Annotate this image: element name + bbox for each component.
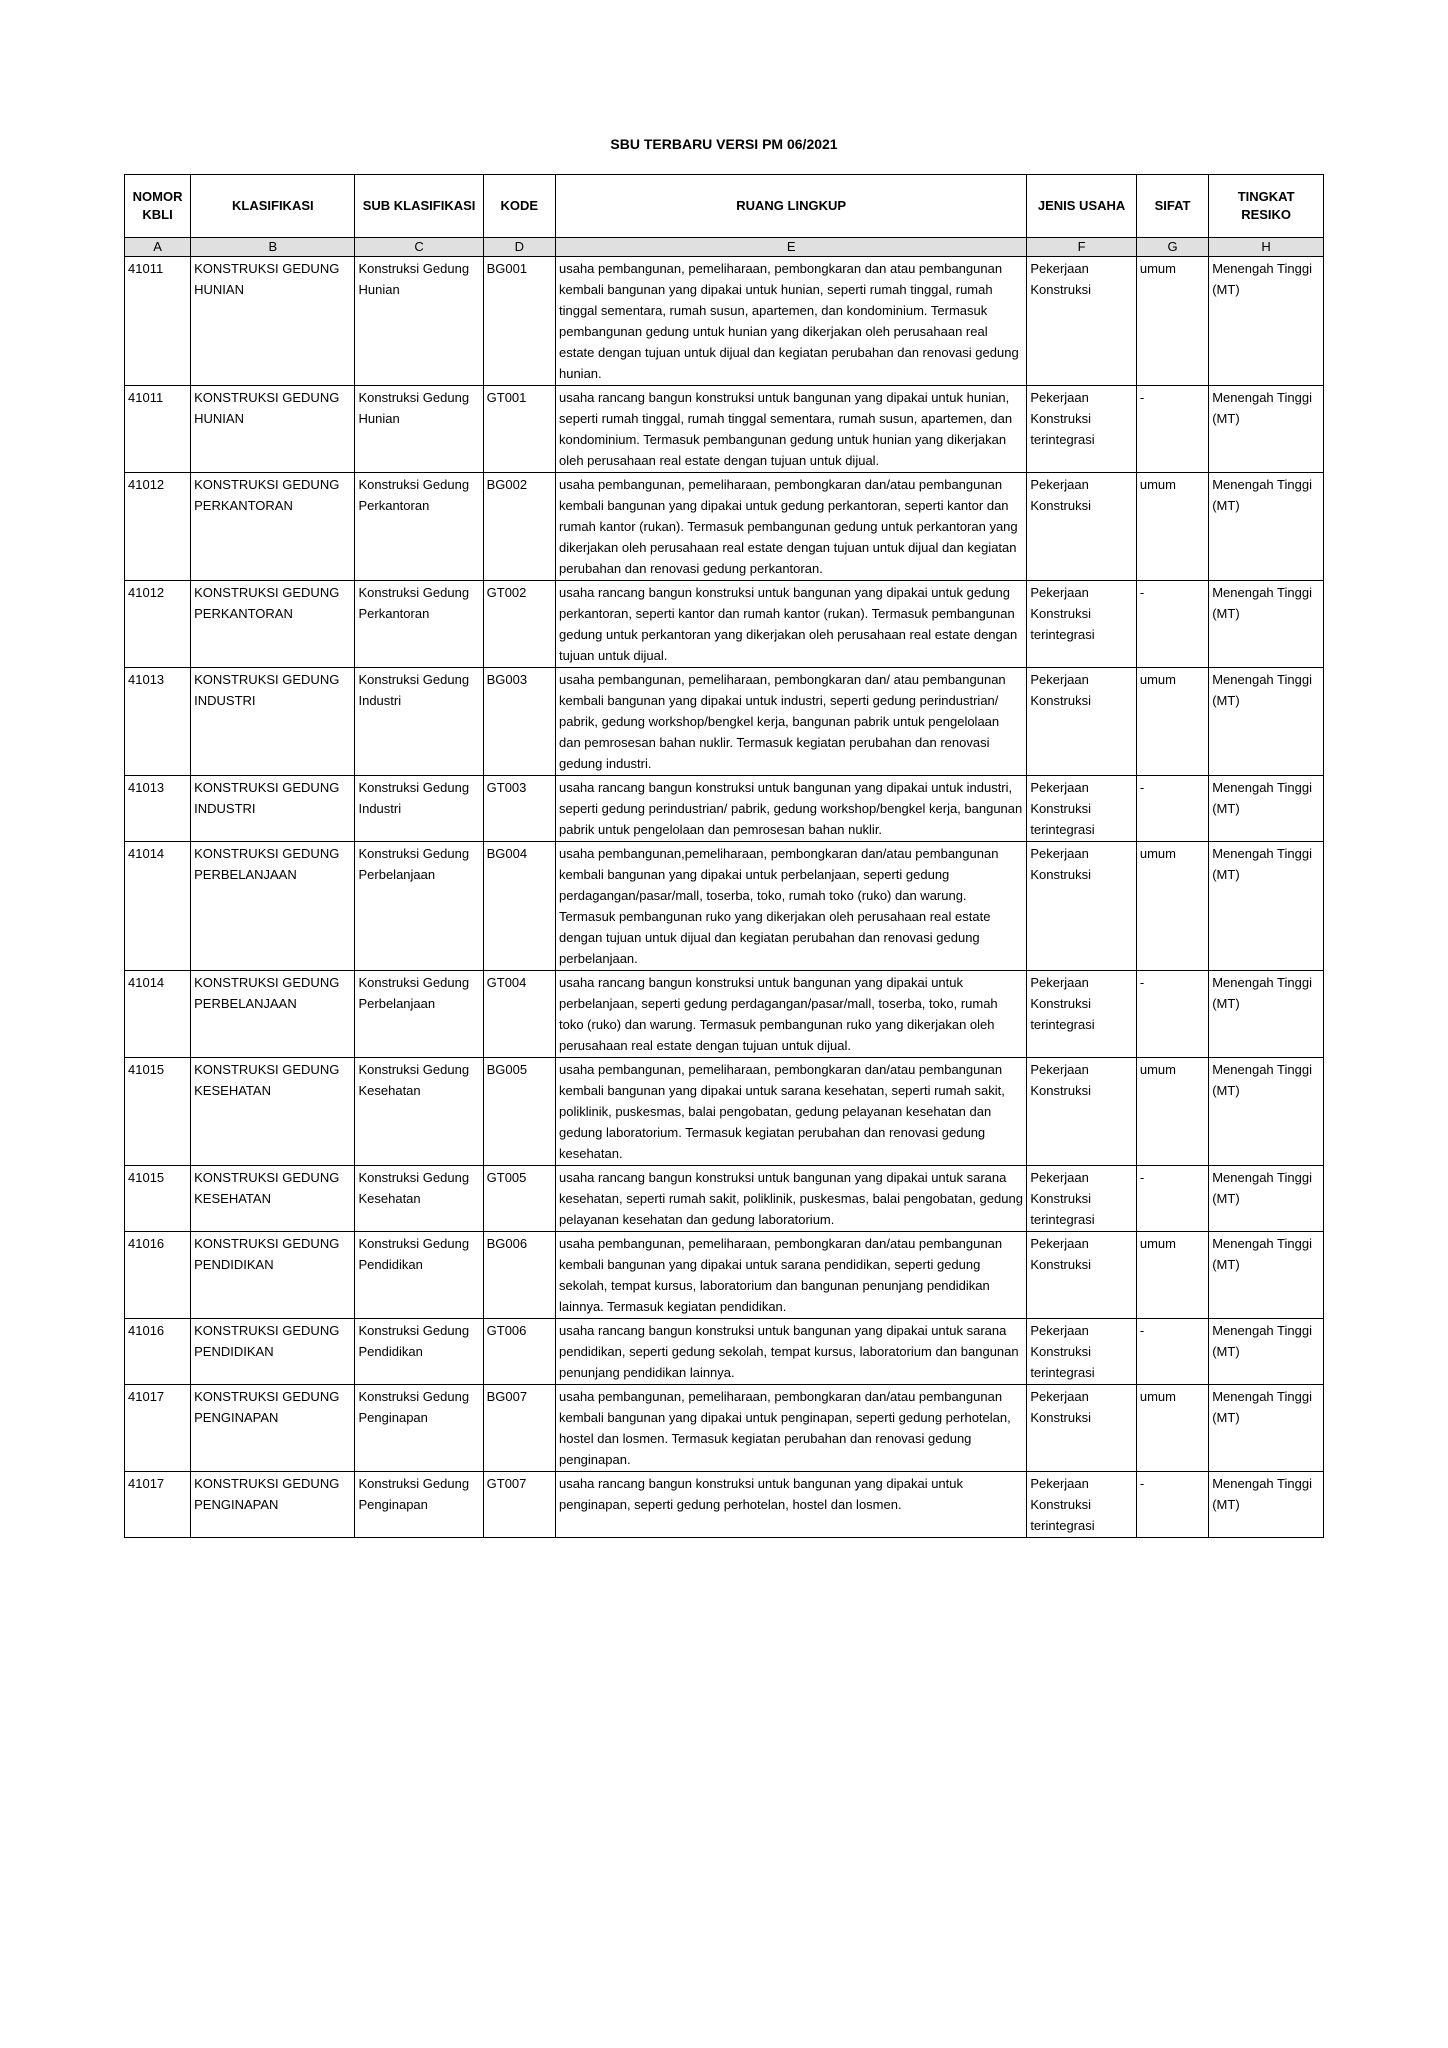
cell-ruang-lingkup: usaha pembangunan, pemeliharaan, pembongkaran dan/atau pembangunan kembali bangunan yang dipakai untuk gedung perkantoran, seperti kantor dan rumah kantor (rukan). Termasuk pembangunan gedung untuk perkantoran yang dikerjakan oleh perusahaan real estate dengan tujuan untuk dijual dan kegiatan perubahan dan renovasi gedung perkantoran. xyxy=(555,473,1026,581)
cell-ruang-lingkup: usaha pembangunan, pemeliharaan, pembongkaran dan/atau pembangunan kembali bangunan yang dipakai untuk sarana pendidikan, seperti gedung sekolah, tempat kursus, laboratorium dan bangunan penunjang pendidikan lainnya. Termasuk kegiatan pendidikan. xyxy=(555,1232,1026,1319)
table-row xyxy=(125,257,1324,386)
table-row xyxy=(125,776,1324,842)
cell-sifat: umum xyxy=(1136,257,1208,386)
cell-ruang-lingkup: usaha pembangunan, pemeliharaan, pembongkaran dan/atau pembangunan kembali bangunan yang dipakai untuk sarana kesehatan, seperti rumah sakit, poliklinik, puskesmas, balai pengobatan, gedung pelayanan kesehatan dan gedung laboratorium. Termasuk kegiatan perubahan dan renovasi gedung kesehatan. xyxy=(555,1058,1026,1166)
cell-sifat: umum xyxy=(1136,1385,1208,1472)
cell-sifat: umum xyxy=(1136,1232,1208,1319)
table-row xyxy=(125,971,1324,1058)
cell-sub-klasifikasi: Konstruksi Gedung Kesehatan xyxy=(355,1058,483,1166)
cell-sub-klasifikasi: Konstruksi Gedung Hunian xyxy=(355,257,483,386)
column-letter: C xyxy=(355,238,483,257)
cell-nomor-kbli: 41012 xyxy=(125,581,191,668)
cell-jenis-usaha: Pekerjaan Konstruksi xyxy=(1027,257,1137,386)
cell-sifat: umum xyxy=(1136,668,1208,776)
cell-ruang-lingkup: usaha pembangunan, pemeliharaan, pembongkaran dan atau pembangunan kembali bangunan yang dipakai untuk hunian, seperti rumah tinggal, rumah tinggal sementara, rumah susun, apartemen, dan kondominium. Termasuk pembangunan gedung untuk hunian yang dikerjakan oleh perusahaan real estate dengan tujuan untuk dijual dan kegiatan perubahan dan renovasi gedung hunian. xyxy=(555,257,1026,386)
header-sifat: SIFAT xyxy=(1136,175,1208,238)
cell-sub-klasifikasi: Konstruksi Gedung Penginapan xyxy=(355,1385,483,1472)
header-ruang-lingkup: RUANG LINGKUP xyxy=(555,175,1026,238)
cell-ruang-lingkup: usaha rancang bangun konstruksi untuk bangunan yang dipakai untuk industri, seperti gedung perindustrian/ pabrik, gedung workshop/bengkel kerja, bangunan pabrik untuk pengelolaan dan pemrosesan bahan nuklir. xyxy=(555,776,1026,842)
header-tingkat-resiko: TINGKAT RESIKO xyxy=(1209,175,1324,238)
column-letter: E xyxy=(555,238,1026,257)
cell-tingkat-resiko: Menengah Tinggi (MT) xyxy=(1209,1166,1324,1232)
cell-sub-klasifikasi: Konstruksi Gedung Perkantoran xyxy=(355,581,483,668)
cell-klasifikasi: KONSTRUKSI GEDUNG PENGINAPAN xyxy=(191,1472,355,1538)
cell-nomor-kbli: 41017 xyxy=(125,1385,191,1472)
cell-kode: BG001 xyxy=(483,257,555,386)
table-row xyxy=(125,1232,1324,1319)
cell-jenis-usaha: Pekerjaan Konstruksi terintegrasi xyxy=(1027,1319,1137,1385)
cell-kode: BG003 xyxy=(483,668,555,776)
cell-nomor-kbli: 41012 xyxy=(125,473,191,581)
header-kode: KODE xyxy=(483,175,555,238)
cell-sub-klasifikasi: Konstruksi Gedung Perkantoran xyxy=(355,473,483,581)
cell-sifat: - xyxy=(1136,581,1208,668)
cell-jenis-usaha: Pekerjaan Konstruksi terintegrasi xyxy=(1027,1166,1137,1232)
cell-klasifikasi: KONSTRUKSI GEDUNG PERKANTORAN xyxy=(191,473,355,581)
cell-sub-klasifikasi: Konstruksi Gedung Industri xyxy=(355,668,483,776)
cell-jenis-usaha: Pekerjaan Konstruksi terintegrasi xyxy=(1027,1472,1137,1538)
cell-jenis-usaha: Pekerjaan Konstruksi terintegrasi xyxy=(1027,581,1137,668)
cell-jenis-usaha: Pekerjaan Konstruksi xyxy=(1027,1232,1137,1319)
cell-tingkat-resiko: Menengah Tinggi (MT) xyxy=(1209,473,1324,581)
cell-nomor-kbli: 41011 xyxy=(125,257,191,386)
cell-jenis-usaha: Pekerjaan Konstruksi xyxy=(1027,668,1137,776)
cell-kode: GT006 xyxy=(483,1319,555,1385)
table-row xyxy=(125,473,1324,581)
cell-sifat: - xyxy=(1136,971,1208,1058)
cell-tingkat-resiko: Menengah Tinggi (MT) xyxy=(1209,1319,1324,1385)
cell-klasifikasi: KONSTRUKSI GEDUNG PENDIDIKAN xyxy=(191,1232,355,1319)
header-jenis-usaha: JENIS USAHA xyxy=(1027,175,1137,238)
cell-jenis-usaha: Pekerjaan Konstruksi xyxy=(1027,842,1137,971)
cell-kode: GT003 xyxy=(483,776,555,842)
table-row xyxy=(125,386,1324,473)
cell-tingkat-resiko: Menengah Tinggi (MT) xyxy=(1209,668,1324,776)
cell-kode: GT002 xyxy=(483,581,555,668)
cell-jenis-usaha: Pekerjaan Konstruksi terintegrasi xyxy=(1027,971,1137,1058)
cell-kode: GT004 xyxy=(483,971,555,1058)
cell-sifat: - xyxy=(1136,1319,1208,1385)
page-title: SBU TERBARU VERSI PM 06/2021 xyxy=(610,136,838,152)
column-letter: B xyxy=(191,238,355,257)
cell-klasifikasi: KONSTRUKSI GEDUNG PERBELANJAAN xyxy=(191,971,355,1058)
cell-sub-klasifikasi: Konstruksi Gedung Pendidikan xyxy=(355,1319,483,1385)
cell-nomor-kbli: 41014 xyxy=(125,971,191,1058)
column-letter: A xyxy=(125,238,191,257)
cell-sifat: - xyxy=(1136,1166,1208,1232)
cell-kode: BG005 xyxy=(483,1058,555,1166)
cell-ruang-lingkup: usaha pembangunan, pemeliharaan, pembongkaran dan/atau pembangunan kembali bangunan yang dipakai untuk penginapan, seperti gedung perhotelan, hostel dan losmen. Termasuk kegiatan perubahan dan renovasi gedung penginapan. xyxy=(555,1385,1026,1472)
cell-ruang-lingkup: usaha rancang bangun konstruksi untuk bangunan yang dipakai untuk penginapan, seperti gedung perhotelan, hostel dan losmen. xyxy=(555,1472,1026,1538)
column-letter-row xyxy=(125,238,1324,257)
cell-sub-klasifikasi: Konstruksi Gedung Perbelanjaan xyxy=(355,971,483,1058)
cell-sub-klasifikasi: Konstruksi Gedung Perbelanjaan xyxy=(355,842,483,971)
cell-tingkat-resiko: Menengah Tinggi (MT) xyxy=(1209,971,1324,1058)
cell-klasifikasi: KONSTRUKSI GEDUNG INDUSTRI xyxy=(191,776,355,842)
cell-nomor-kbli: 41014 xyxy=(125,842,191,971)
cell-klasifikasi: KONSTRUKSI GEDUNG INDUSTRI xyxy=(191,668,355,776)
cell-jenis-usaha: Pekerjaan Konstruksi xyxy=(1027,1058,1137,1166)
cell-tingkat-resiko: Menengah Tinggi (MT) xyxy=(1209,842,1324,971)
cell-ruang-lingkup: usaha pembangunan,pemeliharaan, pembongkaran dan/atau pembangunan kembali bangunan yang dipakai untuk perbelanjaan, seperti gedung perdagangan/pasar/mall, toserba, toko, rumah toko (ruko) dan warung. Termasuk pembangunan ruko yang dikerjakan oleh perusahaan real estate dengan tujuan untuk dijual dan kegiatan perubahan dan renovasi gedung perbelanjaan. xyxy=(555,842,1026,971)
cell-ruang-lingkup: usaha pembangunan, pemeliharaan, pembongkaran dan/ atau pembangunan kembali bangunan yang dipakai untuk industri, seperti gedung perindustrian/ pabrik, gedung workshop/bengkel kerja, bangunan pabrik untuk pengelolaan dan pemrosesan bahan nuklir. Termasuk kegiatan perubahan dan renovasi gedung industri. xyxy=(555,668,1026,776)
cell-jenis-usaha: Pekerjaan Konstruksi xyxy=(1027,473,1137,581)
cell-nomor-kbli: 41013 xyxy=(125,668,191,776)
cell-sub-klasifikasi: Konstruksi Gedung Industri xyxy=(355,776,483,842)
cell-klasifikasi: KONSTRUKSI GEDUNG PENDIDIKAN xyxy=(191,1319,355,1385)
header-row xyxy=(125,175,1324,238)
cell-ruang-lingkup: usaha rancang bangun konstruksi untuk bangunan yang dipakai untuk perbelanjaan, seperti gedung perdagangan/pasar/mall, toserba, toko, rumah toko (ruko) dan warung. Termasuk pembangunan ruko yang dikerjakan oleh perusahaan real estate dengan tujuan untuk dijual. xyxy=(555,971,1026,1058)
table-row xyxy=(125,1472,1324,1538)
cell-sub-klasifikasi: Konstruksi Gedung Penginapan xyxy=(355,1472,483,1538)
cell-tingkat-resiko: Menengah Tinggi (MT) xyxy=(1209,386,1324,473)
cell-nomor-kbli: 41015 xyxy=(125,1166,191,1232)
cell-sifat: umum xyxy=(1136,842,1208,971)
table-row xyxy=(125,842,1324,971)
column-letter: D xyxy=(483,238,555,257)
cell-sifat: - xyxy=(1136,1472,1208,1538)
cell-tingkat-resiko: Menengah Tinggi (MT) xyxy=(1209,1472,1324,1538)
cell-klasifikasi: KONSTRUKSI GEDUNG KESEHATAN xyxy=(191,1058,355,1166)
cell-klasifikasi: KONSTRUKSI GEDUNG HUNIAN xyxy=(191,257,355,386)
cell-ruang-lingkup: usaha rancang bangun konstruksi untuk bangunan yang dipakai untuk gedung perkantoran, seperti kantor dan rumah kantor (rukan). Termasuk pembangunan gedung untuk perkantoran yang dikerjakan oleh perusahaan real estate dengan tujuan untuk dijual. xyxy=(555,581,1026,668)
cell-sub-klasifikasi: Konstruksi Gedung Pendidikan xyxy=(355,1232,483,1319)
cell-nomor-kbli: 41011 xyxy=(125,386,191,473)
column-letter: F xyxy=(1027,238,1137,257)
cell-klasifikasi: KONSTRUKSI GEDUNG HUNIAN xyxy=(191,386,355,473)
table-row xyxy=(125,1385,1324,1472)
cell-nomor-kbli: 41017 xyxy=(125,1472,191,1538)
cell-ruang-lingkup: usaha rancang bangun konstruksi untuk bangunan yang dipakai untuk sarana kesehatan, seperti rumah sakit, poliklinik, puskesmas, balai pengobatan, gedung pelayanan kesehatan dan gedung laboratorium. xyxy=(555,1166,1026,1232)
header-nomor-kbli: NOMOR KBLI xyxy=(125,175,191,238)
cell-sifat: - xyxy=(1136,776,1208,842)
cell-sifat: - xyxy=(1136,386,1208,473)
cell-kode: GT001 xyxy=(483,386,555,473)
cell-nomor-kbli: 41013 xyxy=(125,776,191,842)
cell-tingkat-resiko: Menengah Tinggi (MT) xyxy=(1209,776,1324,842)
column-letter: G xyxy=(1136,238,1208,257)
header-sub-klasifikasi: SUB KLASIFIKASI xyxy=(355,175,483,238)
cell-nomor-kbli: 41015 xyxy=(125,1058,191,1166)
cell-nomor-kbli: 41016 xyxy=(125,1319,191,1385)
cell-nomor-kbli: 41016 xyxy=(125,1232,191,1319)
table-row xyxy=(125,1319,1324,1385)
cell-ruang-lingkup: usaha rancang bangun konstruksi untuk bangunan yang dipakai untuk hunian, seperti rumah tinggal, rumah tinggal sementara, rumah susun, apartemen, dan kondominium. Termasuk pembangunan gedung untuk hunian yang dikerjakan oleh perusahaan real estate dengan tujuan untuk dijual. xyxy=(555,386,1026,473)
column-letter: H xyxy=(1209,238,1324,257)
cell-sifat: umum xyxy=(1136,1058,1208,1166)
cell-kode: BG004 xyxy=(483,842,555,971)
cell-jenis-usaha: Pekerjaan Konstruksi terintegrasi xyxy=(1027,776,1137,842)
cell-kode: GT005 xyxy=(483,1166,555,1232)
cell-ruang-lingkup: usaha rancang bangun konstruksi untuk bangunan yang dipakai untuk sarana pendidikan, seperti gedung sekolah, tempat kursus, laboratorium dan bangunan penunjang pendidikan lainnya. xyxy=(555,1319,1026,1385)
cell-klasifikasi: KONSTRUKSI GEDUNG PENGINAPAN xyxy=(191,1385,355,1472)
cell-tingkat-resiko: Menengah Tinggi (MT) xyxy=(1209,1058,1324,1166)
cell-klasifikasi: KONSTRUKSI GEDUNG PERBELANJAAN xyxy=(191,842,355,971)
cell-kode: BG002 xyxy=(483,473,555,581)
table-row xyxy=(125,581,1324,668)
cell-klasifikasi: KONSTRUKSI GEDUNG PERKANTORAN xyxy=(191,581,355,668)
cell-kode: BG006 xyxy=(483,1232,555,1319)
cell-tingkat-resiko: Menengah Tinggi (MT) xyxy=(1209,1385,1324,1472)
table-row xyxy=(125,1058,1324,1166)
sbu-table xyxy=(124,174,1324,1538)
cell-jenis-usaha: Pekerjaan Konstruksi terintegrasi xyxy=(1027,386,1137,473)
cell-sifat: umum xyxy=(1136,473,1208,581)
header-klasifikasi: KLASIFIKASI xyxy=(191,175,355,238)
table-row xyxy=(125,1166,1324,1232)
cell-sub-klasifikasi: Konstruksi Gedung Kesehatan xyxy=(355,1166,483,1232)
cell-tingkat-resiko: Menengah Tinggi (MT) xyxy=(1209,1232,1324,1319)
cell-tingkat-resiko: Menengah Tinggi (MT) xyxy=(1209,581,1324,668)
cell-klasifikasi: KONSTRUKSI GEDUNG KESEHATAN xyxy=(191,1166,355,1232)
table-row xyxy=(125,668,1324,776)
cell-tingkat-resiko: Menengah Tinggi (MT) xyxy=(1209,257,1324,386)
cell-kode: GT007 xyxy=(483,1472,555,1538)
cell-jenis-usaha: Pekerjaan Konstruksi xyxy=(1027,1385,1137,1472)
table-body xyxy=(125,257,1324,1538)
cell-sub-klasifikasi: Konstruksi Gedung Hunian xyxy=(355,386,483,473)
cell-kode: BG007 xyxy=(483,1385,555,1472)
